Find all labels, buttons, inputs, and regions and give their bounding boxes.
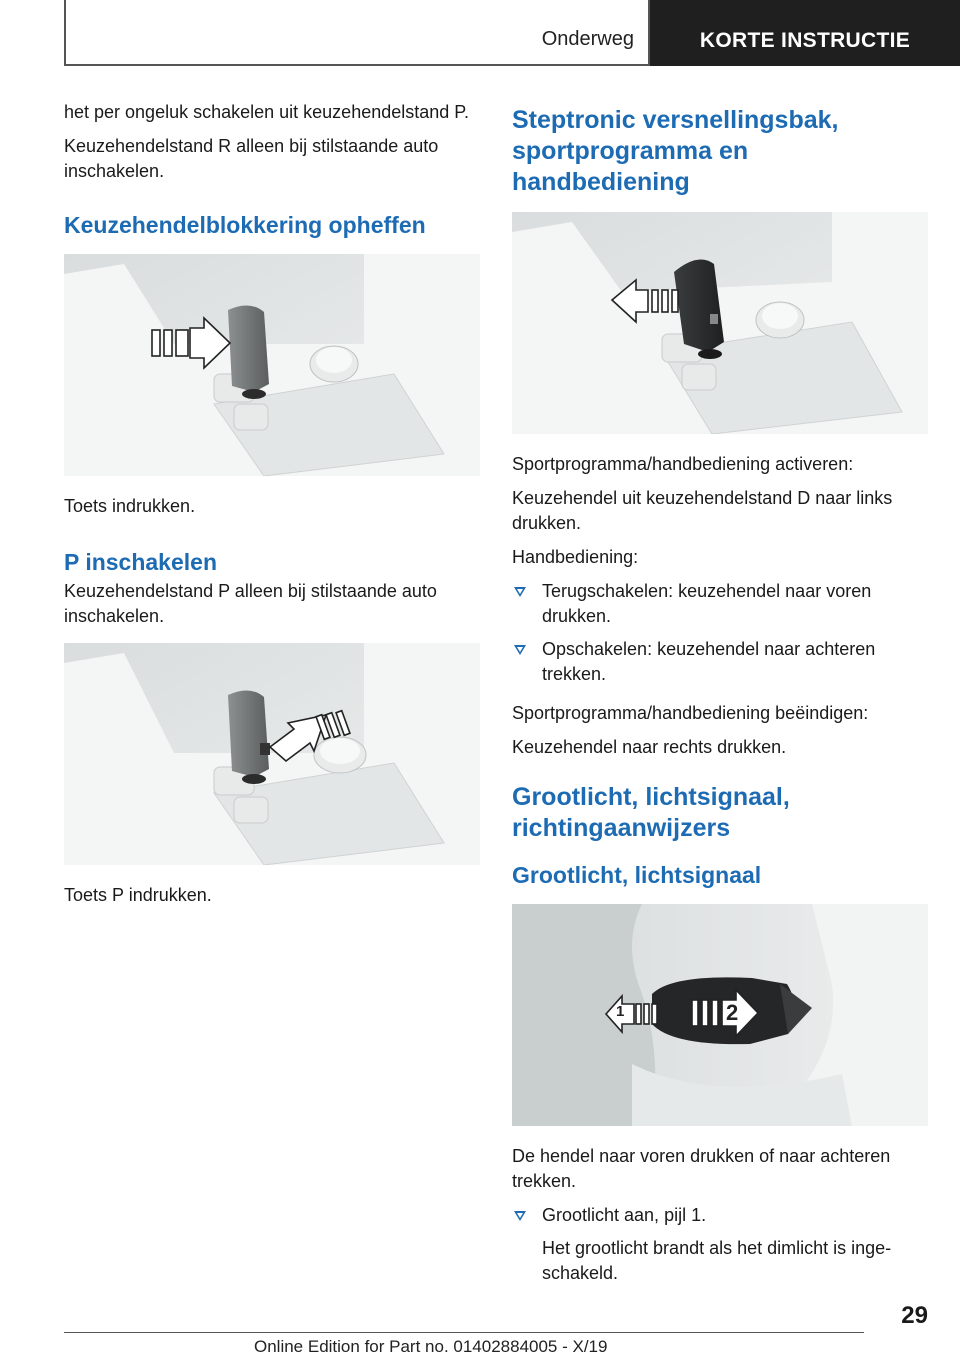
right-paragraph-2: Keuzehendel uit keuzehendelstand D naar links drukken. xyxy=(512,488,893,533)
header-chapter-title xyxy=(650,0,960,66)
list-item xyxy=(512,637,928,687)
list-item-subtext: Het grootlicht brandt als het dimlicht is ingeschakeld. xyxy=(542,1238,892,1283)
shift-bullet-list xyxy=(512,579,928,687)
left-paragraph-3: Keuzehendelstand P alleen bij stilstaande auto inschakelen. xyxy=(64,581,437,626)
stalk-lever-figure xyxy=(512,904,928,1126)
header-rule-bottom xyxy=(64,64,648,66)
list-item xyxy=(512,579,928,629)
caption-toets-indrukken: Toets indrukken. xyxy=(64,496,196,516)
header-rule-left xyxy=(64,0,66,66)
header-chapter-label: KORTE INSTRUCTIE xyxy=(699,29,911,52)
arrow-label-2: 2 xyxy=(726,1000,739,1025)
heading-p-inschakelen: P inschakelen xyxy=(64,549,217,575)
gear-selector-park-figure xyxy=(64,643,480,865)
bullet-triangle-icon xyxy=(514,587,526,597)
left-paragraph-1: het per ongeluk schakelen uit keuzehendelstand P. xyxy=(64,102,469,122)
arrow-label-1: 1 xyxy=(616,1003,625,1020)
bullet-triangle-icon xyxy=(514,645,526,655)
caption-toets-p-indrukken: Toets P indrukken. xyxy=(64,885,212,905)
heading-grootlicht-richtingaanwijzers: Grootlicht, lichtsignaal, richtingaanwijzers xyxy=(512,783,790,842)
right-paragraph-3: Handbediening: xyxy=(512,547,639,567)
right-paragraph-5: Keuzehendel naar rechts drukken. xyxy=(512,737,787,757)
heading-keuzehendelblokkering: Keuzehendelblokkering opheffen xyxy=(64,212,426,238)
right-column xyxy=(512,105,928,1300)
heading-grootlicht-lichtsignaal: Grootlicht, lichtsignaal xyxy=(512,862,762,888)
list-item-text: Terugschakelen: keuzehendel naar voren drukken. xyxy=(542,581,872,626)
right-paragraph-6: De hendel naar voren drukken of naar achteren trekken. xyxy=(512,1146,891,1191)
page-number: 29 xyxy=(901,1302,928,1329)
right-paragraph-1: Sportprogramma/handbediening activeren: xyxy=(512,454,854,474)
list-item-text: Opschakelen: keuzehendel naar achteren trekken. xyxy=(542,639,876,684)
list-item xyxy=(512,1203,928,1286)
list-item-text: Grootlicht aan, pijl 1. xyxy=(542,1205,707,1225)
left-paragraph-2: Keuzehendelstand R alleen bij stilstaande auto inschakelen. xyxy=(64,136,439,181)
bullet-triangle-icon xyxy=(514,1211,526,1221)
right-paragraph-4: Sportprogramma/handbediening beëindigen: xyxy=(512,703,869,723)
gear-selector-unlock-figure xyxy=(64,254,480,476)
left-column xyxy=(64,100,480,917)
header-section-title: Onderweg xyxy=(541,28,634,50)
high-beam-bullet-list xyxy=(512,1203,928,1286)
gear-selector-sport-figure xyxy=(512,212,928,434)
footer-edition: Online Edition for Part no. 01402884005 - X/19 xyxy=(254,1337,608,1356)
heading-steptronic: Steptronic versnellingsbak, sportprogramma en handbediening xyxy=(512,106,839,196)
footer-rule xyxy=(64,1332,864,1333)
